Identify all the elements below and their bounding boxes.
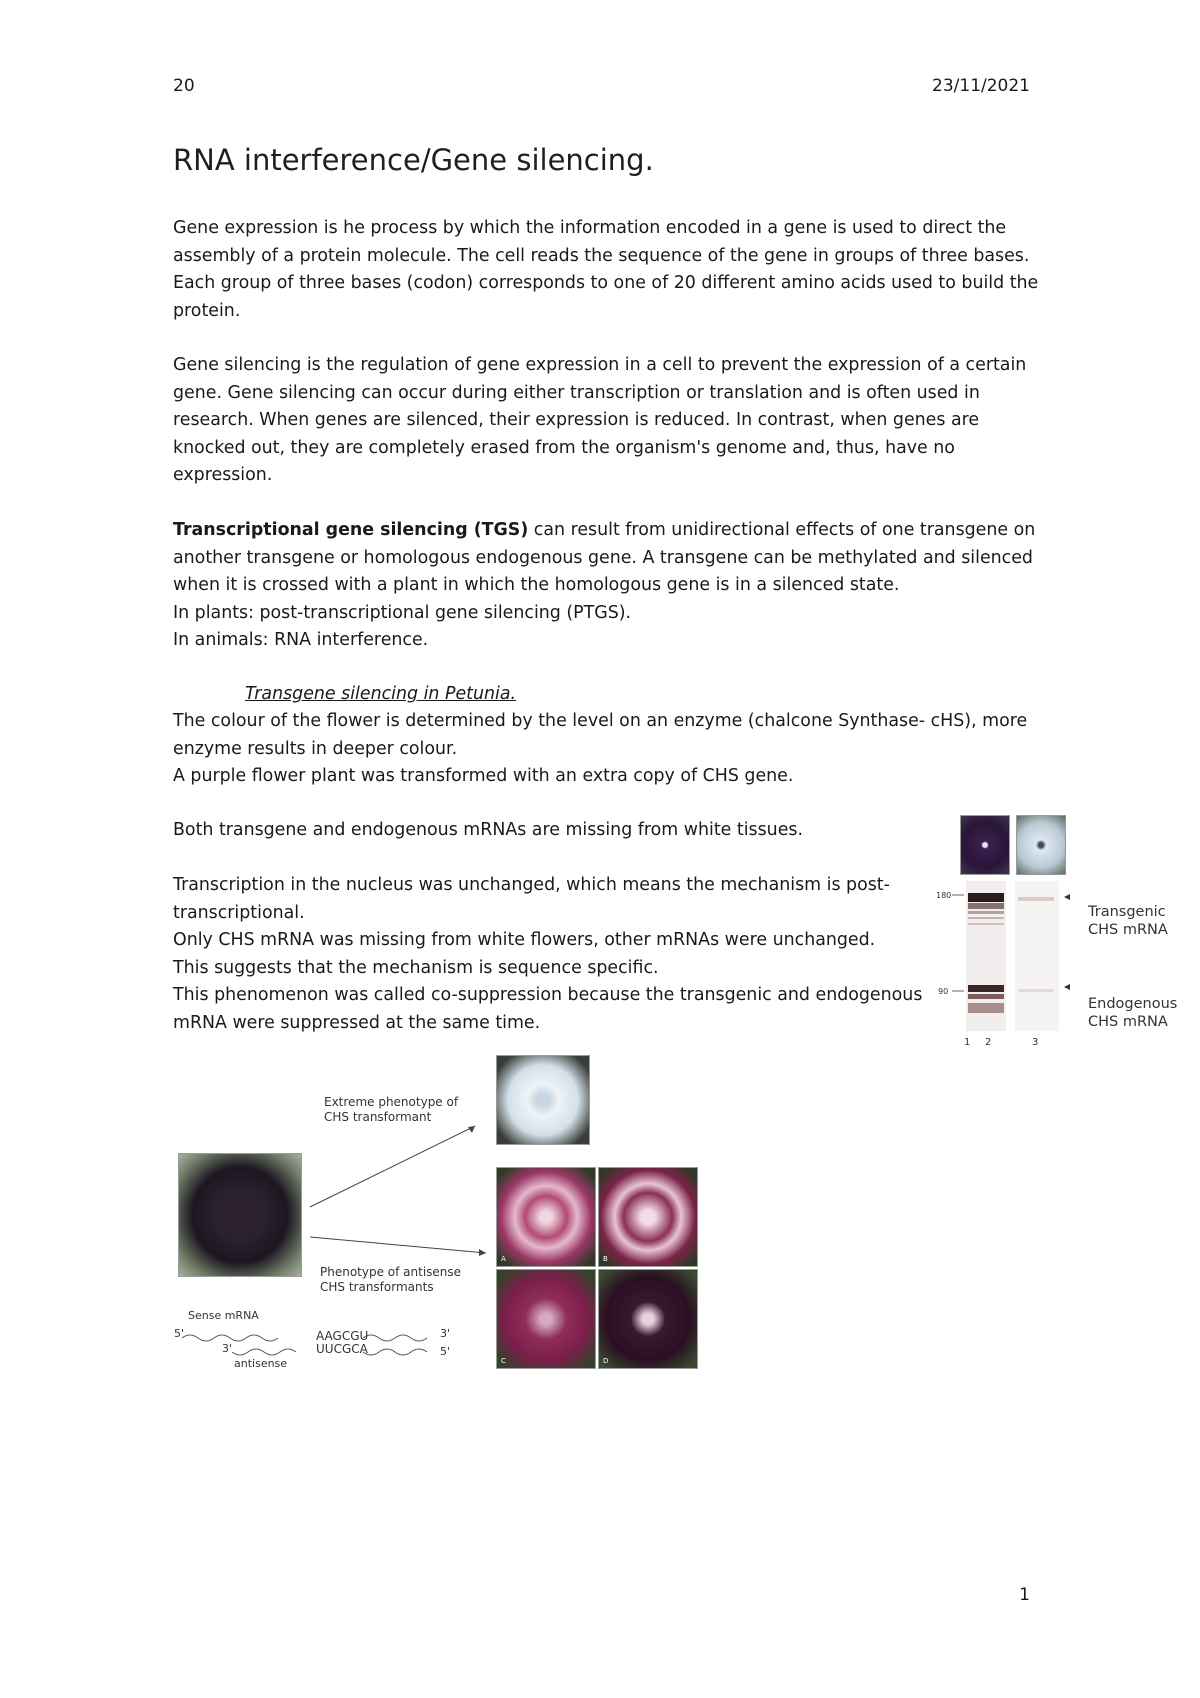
panel-label-a: A: [501, 1255, 506, 1263]
three-prime-top: 3': [440, 1327, 451, 1340]
paragraph-text: Gene silencing is the regulation of gene expression in a cell to prevent the expression of a certain gene. Gene silencing can occur during either transcription or translation and is often used in research. When genes are silenced, their expression is reduced. In contrast, when genes are knocked out, they are completely erased from the organism's genome and, thus, have no expression.: [173, 355, 1027, 485]
paragraph-text: A purple flower plant was transformed with an extra copy of CHS gene.: [173, 766, 794, 786]
paragraph-gene-silencing: [173, 352, 1053, 490]
paragraph-text: Only CHS mRNA was missing from white flowers, other mRNAs were unchanged.: [173, 930, 876, 950]
paragraph-text: Transcription in the nucleus was unchanged, which means the mechanism is post-transcriptional.: [173, 875, 890, 923]
transgenic-mrna-label: Transgenic CHS mRNA: [1088, 904, 1168, 938]
petunia-paragraph-1: [173, 708, 1053, 791]
paragraph-text: This phenomenon was called co-suppression because the transgenic and endogenous mRNA were suppressed at the same time.: [173, 985, 923, 1033]
panel-label-c: C: [501, 1357, 506, 1365]
panel-label-b: B: [603, 1255, 608, 1263]
three-prime-bottom: 3': [222, 1342, 233, 1355]
northern-blot-figure: [930, 815, 1180, 1065]
endogenous-mrna-label: Endogenous CHS mRNA: [1088, 996, 1178, 1030]
paragraph-text: Gene expression is he process by which the information encoded in a gene is used to direct the assembly of a protein molecule. The cell reads the sequence of the gene in groups of three bases. Each group of three bases (codon) corresponds to one of 20 different amino acids used to build the protein.: [173, 218, 1039, 321]
petunia-phenotype-figure: [170, 1055, 710, 1375]
tgs-description: can result from unidirectional effects of one transgene on another transgene or homologous endogenous gene. A transgene can be methylated and silenced when it is crossed with a plant in which the homologous gene is in a silenced state.: [173, 520, 1036, 595]
petunia-paragraph-3: [173, 872, 923, 1037]
page-number-footer: 1: [1019, 1585, 1030, 1605]
antisense-sequence: UUCGCA: [316, 1342, 368, 1356]
antisense-phenotype-label: Phenotype of antisense CHS transformants: [320, 1265, 462, 1294]
five-prime-top: 5': [174, 1327, 185, 1340]
paragraph-text: This suggests that the mechanism is sequence specific.: [173, 957, 659, 978]
five-prime-bottom: 5': [440, 1345, 451, 1358]
section-heading-text: Transgene silencing in Petunia.: [245, 684, 517, 704]
sense-sequence: AAGCGU: [316, 1329, 369, 1343]
extreme-phenotype-label: Extreme phenotype of CHS transformant: [324, 1095, 459, 1124]
marker-180: 180: [936, 891, 952, 900]
lane-label-3: 3: [1032, 1037, 1039, 1048]
petunia-paragraph-2: [173, 817, 933, 845]
lane-label-1: 1: [964, 1037, 971, 1048]
lane-label-2: 2: [985, 1037, 992, 1048]
tgs-term: Transcriptional gene silencing (TGS): [173, 520, 529, 540]
page-title: RNA interference/Gene silencing.: [173, 143, 654, 177]
page-number-header: 20: [173, 76, 195, 96]
sense-mrna-label: Sense mRNA: [188, 1309, 259, 1322]
antisense-label: antisense: [234, 1357, 288, 1370]
purple-flower-photo: [960, 815, 1010, 875]
section-heading-petunia: [245, 681, 845, 709]
paragraph-tgs: [173, 517, 1053, 655]
marker-90: 90: [938, 987, 949, 996]
animals-line: In animals: RNA interference.: [173, 630, 429, 650]
paragraph-text: Both transgene and endogenous mRNAs are missing from white tissues.: [173, 820, 803, 840]
document-date: 23/11/2021: [932, 76, 1030, 96]
paragraph-text: The colour of the flower is determined by the level on an enzyme (chalcone Synthase- cHS), more enzyme results in deeper colour.: [173, 711, 1028, 759]
white-flower-photo: [1016, 815, 1066, 875]
plants-line: In plants: post-transcriptional gene silencing (PTGS).: [173, 602, 632, 623]
paragraph-text: [173, 517, 1053, 600]
panel-label-d: D: [603, 1357, 609, 1365]
paragraph-gene-expression: [173, 215, 1053, 325]
